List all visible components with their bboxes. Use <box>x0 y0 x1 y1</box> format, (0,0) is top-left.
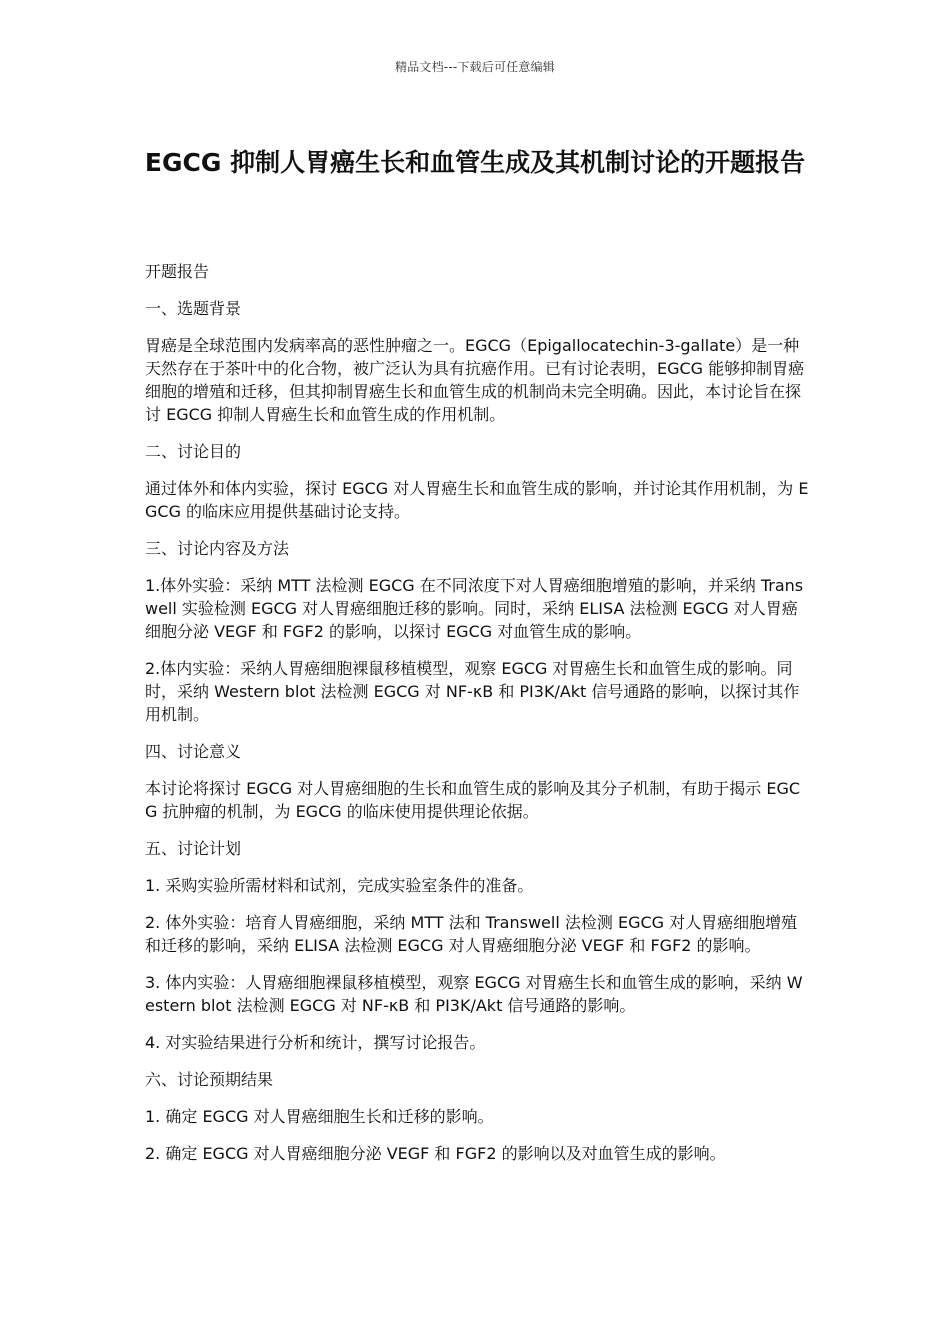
plan-item-3: 3. 体内实验：人胃癌细胞裸鼠移植模型，观察 EGCG 对胃癌生长和血管生成的影响，采纳 Western blot 法检测 EGCG 对 NF-κB 和 PI3K/Akt 信号通路的影响。 <box>145 973 803 1015</box>
background-paragraph: 胃癌是全球范围内发病率高的恶性肿瘤之一。EGCG（Epigallocatechin-3-gallate）是一种天然存在于茶叶中的化合物，被广泛认为具有抗癌作用。已有讨论表明，EGCG 能够抑制胃癌细胞的增殖和迁移，但其抑制胃癌生长和血管生成的机制尚未完全明确。因此，本讨论旨在探讨 EGCG 抑制人胃癌生长和血管生成的作用机制。 <box>145 336 805 424</box>
section-heading-significance: 四、讨论意义 <box>145 742 242 761</box>
section-heading-purpose: 二、讨论目的 <box>145 442 242 461</box>
expected-result-1: 1. 确定 EGCG 对人胃癌细胞生长和迁移的影响。 <box>145 1107 494 1126</box>
section-heading-plan: 五、讨论计划 <box>145 839 242 858</box>
plan-item-2: 2. 体外实验：培育人胃癌细胞，采纳 MTT 法和 Transwell 法检测 EGCG 对人胃癌细胞增殖和迁移的影响，采纳 ELISA 法检测 EGCG 对人胃癌细胞分泌 VEGF 和 FGF2 的影响。 <box>145 913 798 955</box>
plan-item-4: 4. 对实验结果进行分析和统计，撰写讨论报告。 <box>145 1033 486 1052</box>
methods-item-in-vivo: 2.体内实验：采纳人胃癌细胞裸鼠移植模型，观察 EGCG 对胃癌生长和血管生成的影响。同时，采纳 Western blot 法检测 EGCG 对 NF-κB 和 PI3K/Akt 信号通路的影响，以探讨其作用机制。 <box>145 659 800 724</box>
section-heading-expected-results: 六、讨论预期结果 <box>145 1070 274 1089</box>
document-body <box>145 260 810 1179</box>
significance-paragraph: 本讨论将探讨 EGCG 对人胃癌细胞的生长和血管生成的影响及其分子机制，有助于揭示 EGCG 抗肿瘤的机制，为 EGCG 的临床使用提供理论依据。 <box>145 779 801 821</box>
section-heading-methods: 三、讨论内容及方法 <box>145 539 290 558</box>
plan-item-1: 1. 采购实验所需材料和试剂，完成实验室条件的准备。 <box>145 876 534 895</box>
expected-result-2: 2. 确定 EGCG 对人胃癌细胞分泌 VEGF 和 FGF2 的影响以及对血管生成的影响。 <box>145 1144 726 1163</box>
document-title: EGCG 抑制人胃癌生长和血管生成及其机制讨论的开题报告 <box>144 148 806 177</box>
purpose-paragraph: 通过体外和体内实验，探讨 EGCG 对人胃癌生长和血管生成的影响，并讨论其作用机制，为 EGCG 的临床应用提供基础讨论支持。 <box>145 479 809 521</box>
methods-item-in-vitro: 1.体外实验：采纳 MTT 法检测 EGCG 在不同浓度下对人胃癌细胞增殖的影响，并采纳 Transwell 实验检测 EGCG 对人胃癌细胞迁移的影响。同时，采纳 ELISA 法检测 EGCG 对人胃癌细胞分泌 VEGF 和 FGF2 的影响，以探讨 EGCG 对血管生成的影响。 <box>145 576 804 641</box>
intro-label: 开题报告 <box>145 262 210 281</box>
page-header: 精品文档---下载后可任意编辑 <box>395 60 555 74</box>
section-heading-background: 一、选题背景 <box>145 299 242 318</box>
